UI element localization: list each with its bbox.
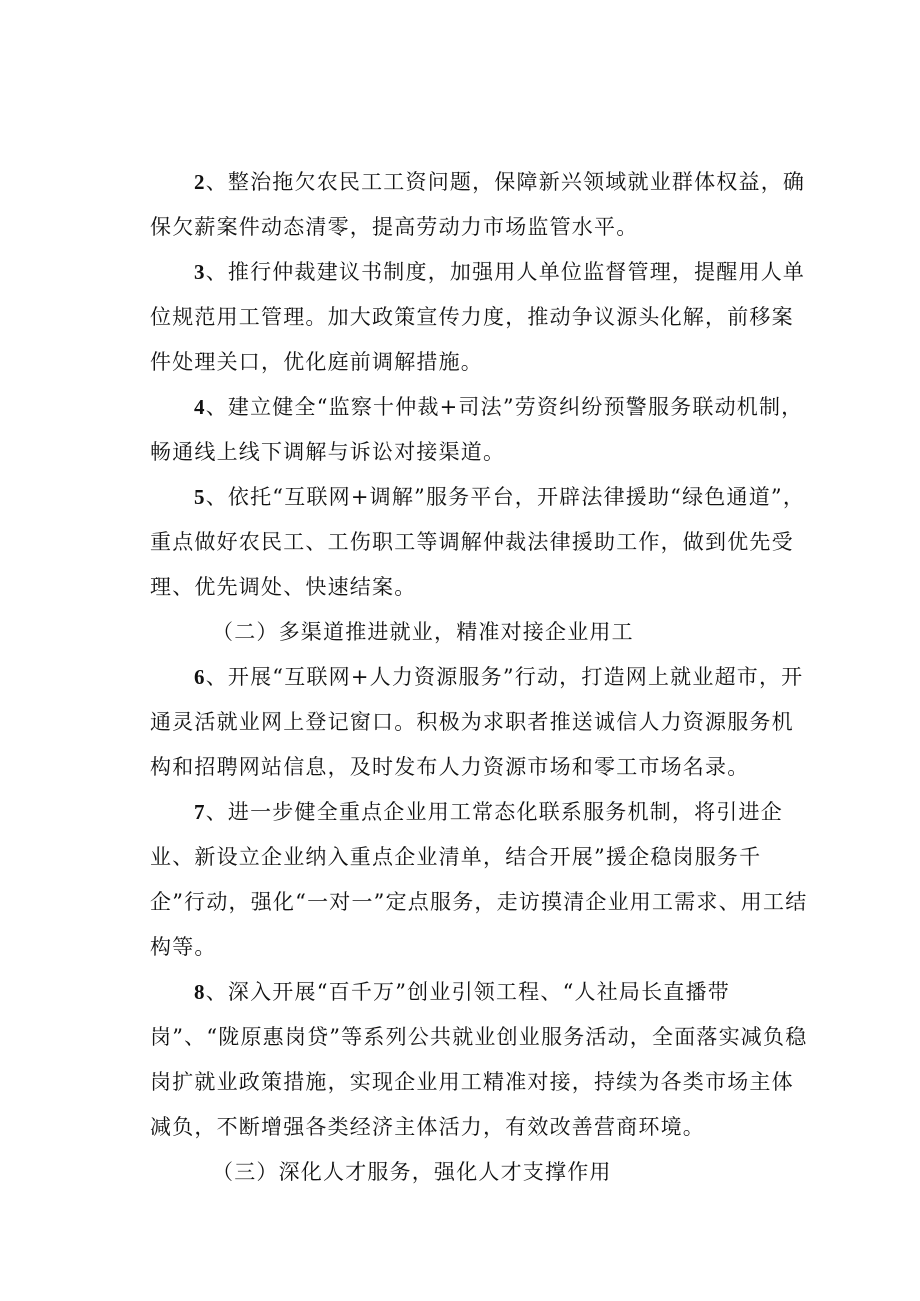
paragraph-text: 、整治拖欠农民工工资问题，保障新兴领域就业群体权益，确保欠薪案件动态清零，提高劳动力市场监管水平。 — [150, 170, 806, 239]
item-number: 6 — [194, 665, 206, 689]
paragraph-item-7 — [150, 790, 810, 970]
paragraph-text: 、开展“互联网+人力资源服务”行动，打造网上就业超市，开通灵活就业网上登记窗口。积极为求职者推送诚信人力资源服务机构和招聘网站信息，及时发布人力资源市场和零工市场名录。 — [150, 665, 804, 779]
item-number: 3 — [194, 260, 206, 284]
paragraph-text: 、依托“互联网+调解”服务平台，开辟法律援助“绿色通道”，重点做好农民工、工伤职工等调解仲裁法律援助工作，做到优先受理、优先调处、快速结案。 — [150, 485, 806, 599]
paragraph-item-2 — [150, 160, 810, 250]
item-number: 7 — [194, 800, 206, 824]
section-heading-2: （二）多渠道推进就业，精准对接企业用工 — [212, 620, 634, 644]
document-body — [150, 160, 810, 1195]
paragraph-item-3 — [150, 250, 810, 385]
paragraph-text: 、深入开展“百千万”创业引领工程、“人社局长直播带岗”、“陇原惠岗贷”等系列公共就业创业服务活动，全面落实减负稳岗扩就业政策措施，实现企业用工精准对接，持续为各类市场主体减负，不断增强各类经济主体活力，有效改善营商环境。 — [150, 980, 808, 1139]
paragraph-text: 、建立健全“监察十仲裁+司法”劳资纠纷预警服务联动机制，畅通线上线下调解与诉讼对接渠道。 — [150, 395, 804, 464]
paragraph-item-5 — [150, 475, 810, 610]
section-heading-3: （三）深化人才服务，强化人才支撑作用 — [212, 1160, 612, 1184]
item-number: 5 — [194, 485, 206, 509]
paragraph-text: 、进一步健全重点企业用工常态化联系服务机制，将引进企业、新设立企业纳入重点企业清单，结合开展”援企稳岗服务千企”行动，强化“一对一”定点服务，走访摸清企业用工需求、用工结构等。 — [150, 800, 808, 959]
item-number: 8 — [194, 980, 206, 1004]
paragraph-item-6 — [150, 655, 810, 790]
paragraph-item-4 — [150, 385, 810, 475]
item-number: 2 — [194, 170, 206, 194]
paragraph-item-8 — [150, 970, 810, 1150]
paragraph-text: 、推行仲裁建议书制度，加强用人单位监督管理，提醒用人单位规范用工管理。加大政策宣传力度，推动争议源头化解，前移案件处理关口，优化庭前调解措施。 — [150, 260, 806, 374]
item-number: 4 — [194, 395, 206, 419]
